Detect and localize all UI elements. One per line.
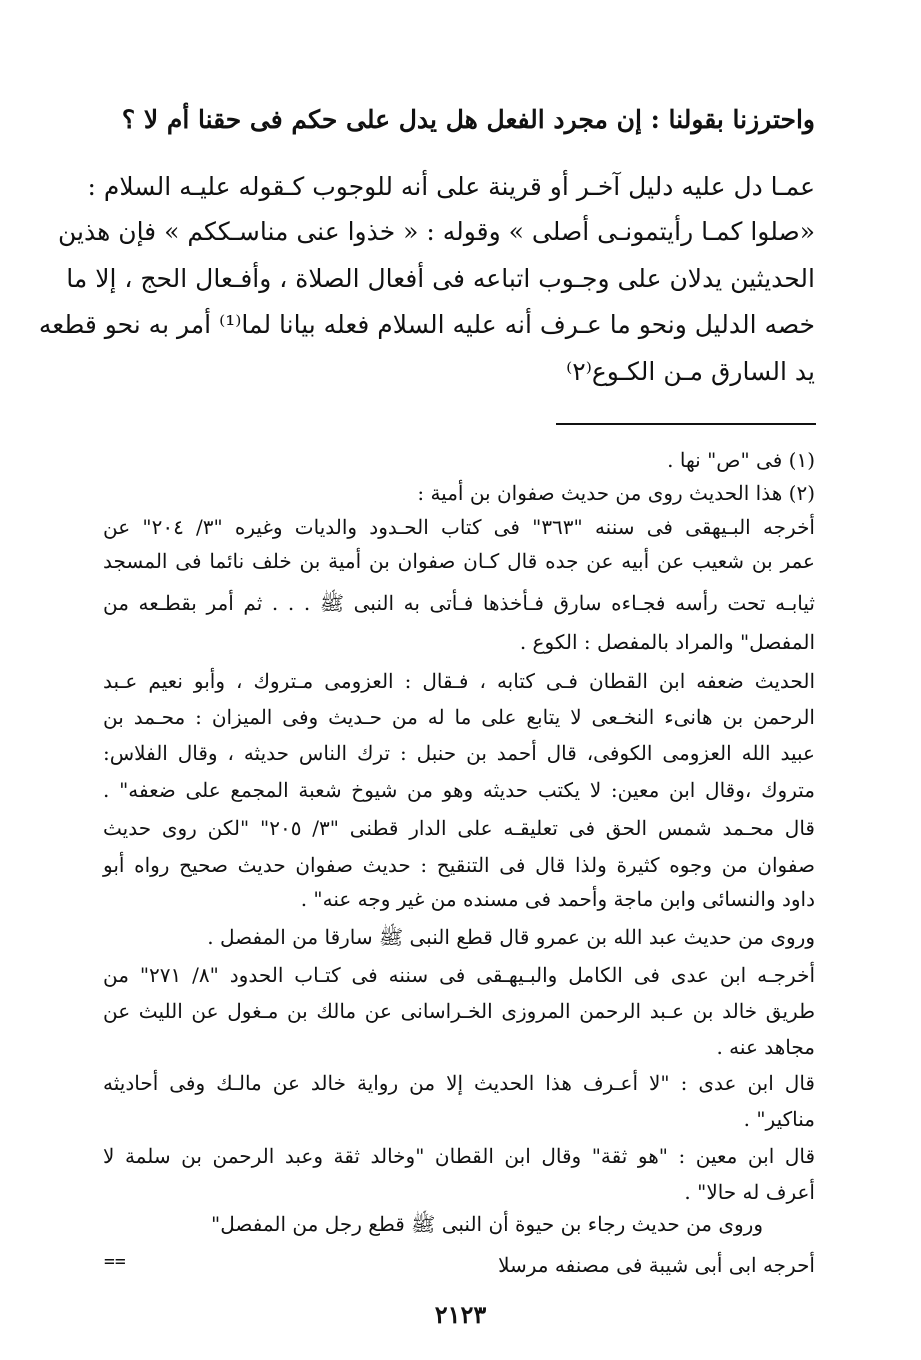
footnote-line-20: قال ابن معين : "هو ثقة" وقال ابن القطان "وخالد ثقة وعبد الرحمن بن سلمة لا [103,1144,816,1168]
footnote-line-8: الرحمن بن هانىء النخـعى لا يتابع على ما له من حـديث وفى الميزان : محـمد بن [103,705,815,729]
main-line-5: يد السارق مـن الكـوع⁽٢⁾ [566,357,815,386]
footnote-line-15: أخرجـه ابن عدى فى الكامل والبـيهـقى فى سننه فى كتـاب الحدود "٨/ ٢٧١" من [103,963,816,987]
footnote-line-23: أحرجه ابى أبى شيبة فى مصنفه مرسلا [498,1253,815,1277]
main-line-1: عمـا دل عليه دليل آخـر أو قرينة على أنه للوجوب كـقوله عليـه السلام : [87,172,815,201]
footnote-line-17: مجاهد عنه . [716,1035,815,1059]
footnote-line-14: وروى من حديث عبد الله بن عمرو قال قطع النبى ﷺ سارقا من المفصل . [207,925,815,949]
footnote-line-2: (٢) هذا الحديث روى من حديث صفوان بن أمية : [417,481,815,505]
footnote-line-22: وروى من حديث رجاء بن حيوة أن النبى ﷺ قطع رجل من المفصل" [211,1212,763,1236]
footnote-line-21: أعرف له حالا" . [684,1180,815,1204]
footnote-line-1: (١) فى "ص" نها . [667,448,815,472]
footnote-line-5: ثيابـه تحت رأسه فجـاءه سارق فـأخذها فـأتى به النبى ﷺ . . . ثم أمر بقطـعه من [103,591,815,615]
footnote-line-4: عمر بن شعيب عن أبيه عن جده قال كـان صفوان بن أمية بن خلف نائما فى المسجد [103,549,815,573]
main-heading: واحترزنا بقولنا : إن مجرد الفعل هل يدل على حكم فى حقنا أم لا ؟ [121,105,815,134]
page-number: ٢١٢٣ [434,1300,487,1329]
footnote-line-12: صفوان من وجوه كثيرة ولذا قال فى التنقيح : حديث صفوان حديث صحيح رواه أبو [103,853,815,877]
footnote-line-6: المفصل" والمراد بالمفصل : الكوع . [519,630,815,654]
continuation-marker: == [104,1251,126,1272]
main-line-3: الحديثين يدلان على وجـوب اتباعه فى أفعال الصلاة ، وأفـعال الحج ، إلا ما [66,264,815,293]
footnote-line-7: الحديث ضعفه ابن القطان فـى كتابه ، فـقال : العزومى مـتروك ، وأبو نعيم عـبد [103,669,815,693]
main-line-2: «صلوا كمـا رأيتمونـى أصلى » وقوله : « خذوا عنى مناسـككم » فإن هذين [57,217,815,246]
footnote-separator [556,423,816,425]
footnote-line-9: عبيد الله العزومى الكوفى، قال أحمد بن حنبل : ترك الناس حديثه ، وقال الفلاس: [103,741,815,765]
footnote-line-18: قال ابن عدى : "لا أعـرف هذا الحديث إلا من رواية خالد عن مالـك وفى أحاديثه [103,1071,815,1095]
footnote-line-13: داود والنسائى وابن ماجة وأحمد فى مسنده من غير وجه عنه" . [300,887,815,911]
main-line-4: خصه الدليل ونحو ما عـرف أنه عليه السلام فعله بيانا لما⁽¹⁾ أمر به نحو قطعه [38,310,815,339]
footnote-line-10: متروك ،وقال ابن معين: لا يكتب حديثه وهو من شيوخ شعبة المجمع على ضعفه" . [103,778,815,802]
footnote-line-3: أخرجه البـيهقى فى سننه "٣٦٣" فى كتاب الحـدود والديات وغيره "٣/ ٢٠٤" عن [103,515,815,539]
footnote-line-16: طريق خالد بن عـبد الرحمن المروزى الخـراسانى عن مالك بن مـغول عن الليث عن [103,999,815,1023]
footnote-line-11: قال محـمد شمس الحق فى تعليقـه على الدار قطنى "٣/ ٢٠٥" "لكن روى حديث [103,816,815,840]
footnote-line-19: مناكير" . [743,1107,815,1131]
